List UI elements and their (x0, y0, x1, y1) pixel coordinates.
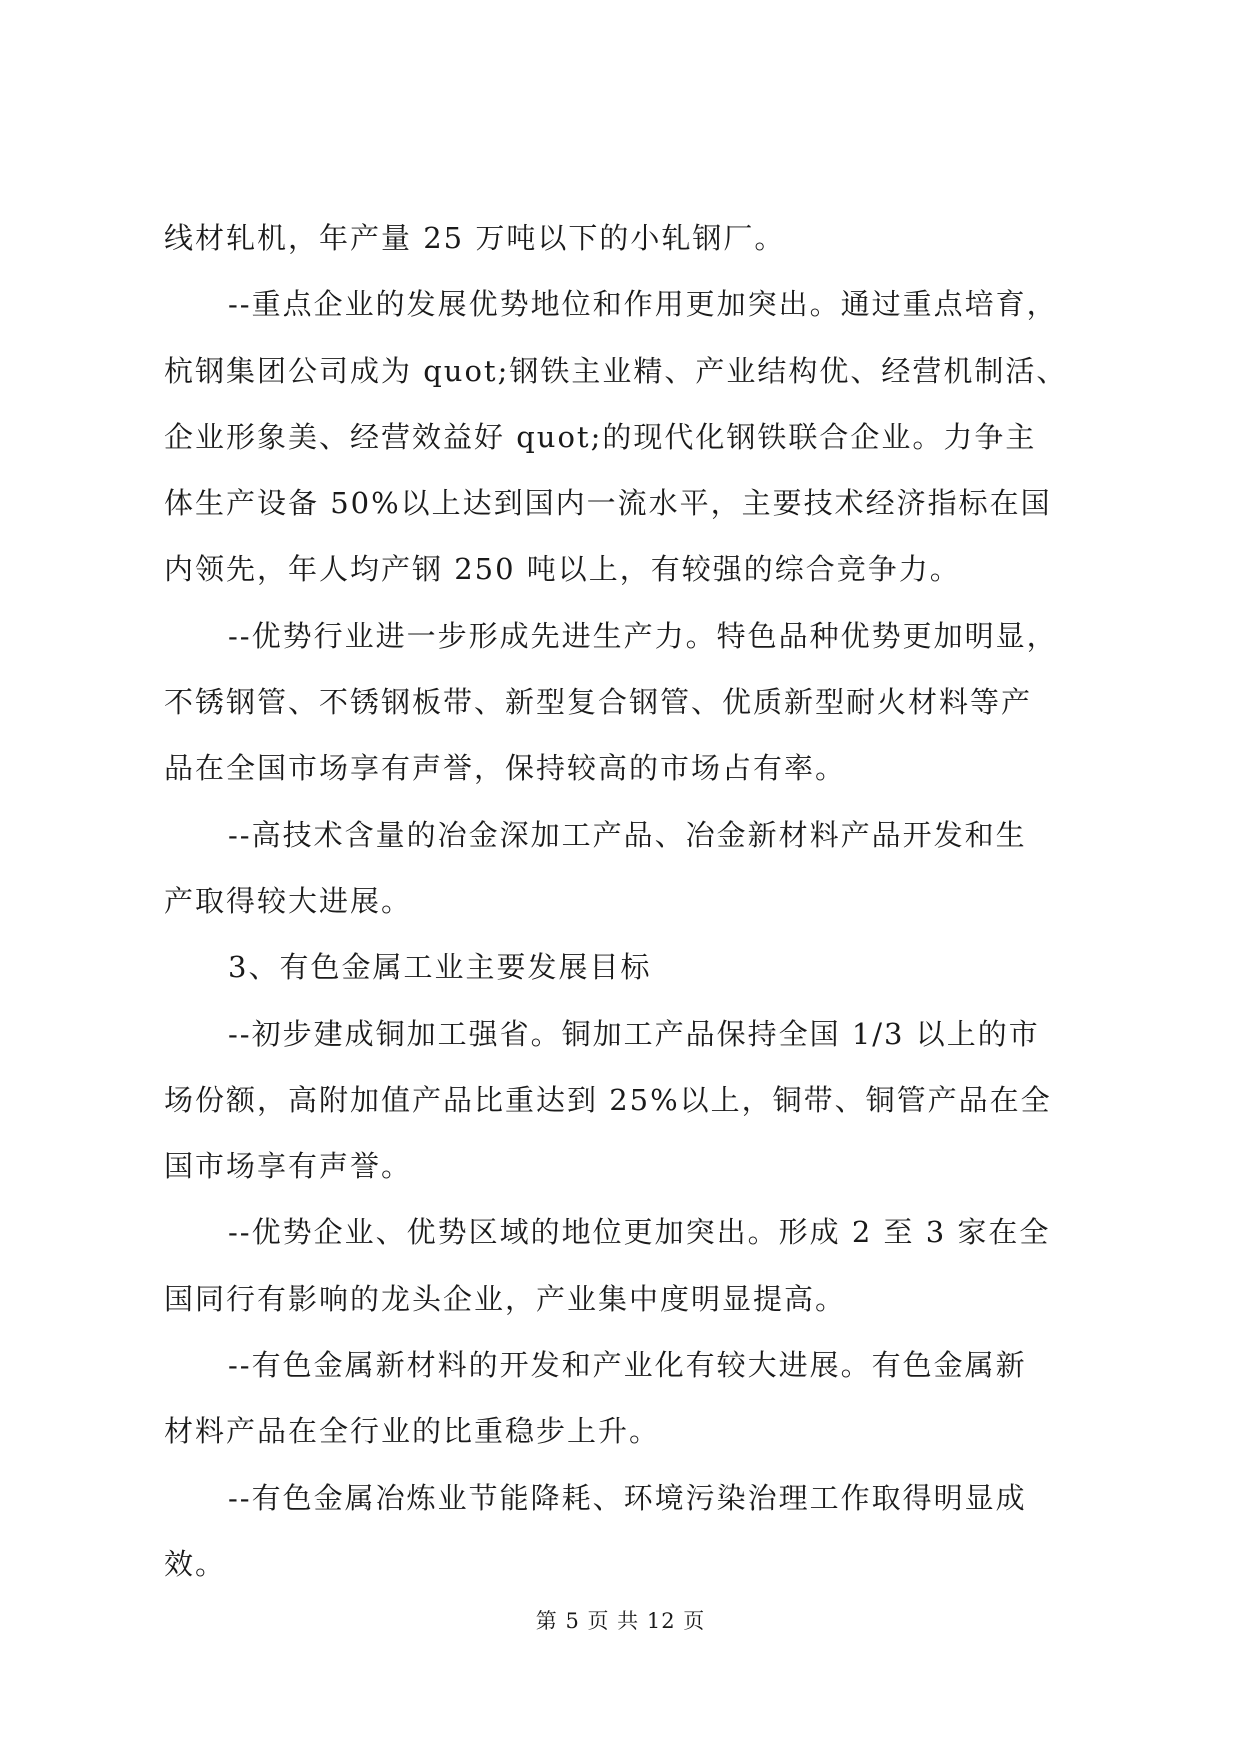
text-line: 国市场享有声誉。 (164, 1149, 413, 1184)
text-line: 线材轧机，年产量 25 万吨以下的小轧钢厂。 (164, 221, 786, 255)
text-line: --重点企业的发展优势地位和作用更加突出。通过重点培育， (228, 287, 1058, 322)
text-line: 不锈钢管、不锈钢板带、新型复合钢管、优质新型耐火材料等产 (164, 685, 1033, 720)
text-line: 效。 (164, 1546, 227, 1581)
text-line: 品在全国市场享有声誉，保持较高的市场占有率。 (164, 751, 847, 786)
body-text (164, 205, 1082, 1597)
text-line: --高技术含量的冶金深加工产品、冶金新材料产品开发和生 (228, 817, 1027, 852)
text-line: 产取得较大进展。 (164, 883, 413, 918)
text-line: 材料产品在全行业的比重稳步上升。 (164, 1414, 661, 1449)
text-line: 场份额，高附加值产品比重达到 25%以上，铜带、铜管产品在全 (164, 1082, 1052, 1117)
text-line: 3、有色金属工业主要发展目标 (228, 950, 652, 985)
text-line: 国同行有影响的龙头企业，产业集中度明显提高。 (164, 1281, 847, 1316)
text-line: --有色金属新材料的开发和产业化有较大进展。有色金属新 (228, 1348, 1027, 1383)
text-line: --优势企业、优势区域的地位更加突出。形成 2 至 3 家在全 (228, 1215, 1051, 1250)
page-footer: 第 5 页 共 12 页 (535, 1609, 706, 1633)
text-line: 内领先，年人均产钢 250 吨以上，有较强的综合竞争力。 (164, 552, 961, 587)
text-line: --有色金属冶炼业节能降耗、环境污染治理工作取得明显成 (228, 1480, 1027, 1515)
text-line: 体生产设备 50%以上达到国内一流水平，主要技术经济指标在国 (164, 486, 1052, 521)
text-line: 杭钢集团公司成为 quot;钢铁主业精、产业结构优、经营机制活、 (164, 353, 1068, 388)
text-line: 企业形象美、经营效益好 quot;的现代化钢铁联合企业。力争主 (164, 419, 1037, 454)
text-line: --初步建成铜加工强省。铜加工产品保持全国 1/3 以上的市 (228, 1016, 1040, 1051)
text-line: --优势行业进一步形成先进生产力。特色品种优势更加明显， (228, 618, 1058, 653)
